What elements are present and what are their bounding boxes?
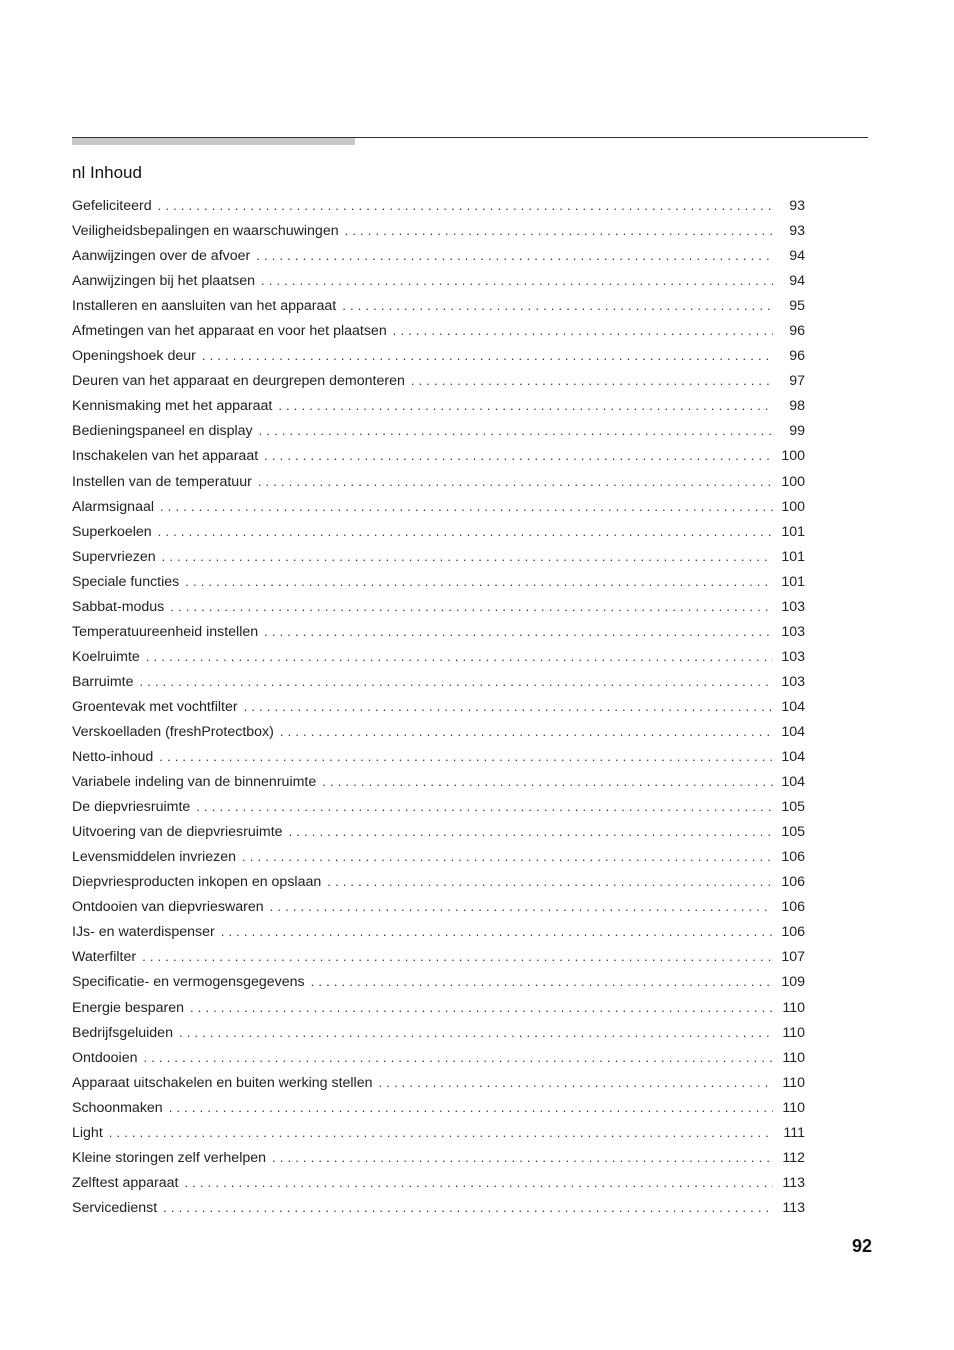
toc-entry-page: 110 — [782, 1099, 805, 1116]
toc-entry[interactable] — [72, 1120, 805, 1145]
toc-entry-title: Ontdooien van diepvrieswaren — [72, 899, 264, 916]
toc-dot-leader — [270, 894, 773, 919]
toc-dot-leader — [327, 869, 773, 894]
toc-entry-title: De diepvriesruimte — [72, 799, 191, 816]
toc-entry[interactable] — [72, 494, 805, 519]
header-accent-bar — [72, 138, 355, 145]
toc-entry-page: 98 — [789, 398, 805, 415]
toc-entry-page: 104 — [781, 774, 805, 791]
toc-dot-leader — [159, 744, 773, 769]
toc-dot-leader — [261, 268, 773, 293]
toc-entry[interactable] — [72, 744, 805, 769]
toc-entry[interactable] — [72, 1195, 805, 1220]
toc-entry-page: 100 — [781, 473, 805, 490]
toc-entry[interactable] — [72, 594, 805, 619]
toc-dot-leader — [278, 393, 773, 418]
toc-entry-page: 110 — [782, 1049, 805, 1066]
toc-dot-leader — [162, 544, 773, 569]
toc-entry-page: 95 — [789, 298, 805, 315]
toc-entry-title: Aanwijzingen bij het plaatsen — [72, 273, 255, 290]
toc-dot-leader — [264, 443, 773, 468]
toc-entry[interactable] — [72, 619, 805, 644]
toc-entry-page: 109 — [781, 974, 805, 991]
toc-dot-leader — [264, 619, 773, 644]
toc-dot-leader — [109, 1120, 773, 1145]
toc-entry[interactable] — [72, 544, 805, 569]
toc-entry-page: 110 — [782, 999, 805, 1016]
toc-dot-leader — [146, 644, 773, 669]
toc-entry[interactable] — [72, 1070, 805, 1095]
toc-entry[interactable] — [72, 894, 805, 919]
toc-entry-page: 93 — [789, 198, 805, 214]
toc-entry-title: Openingshoek deur — [72, 348, 196, 365]
toc-entry[interactable] — [72, 193, 805, 218]
toc-dot-leader — [342, 293, 773, 318]
toc-entry[interactable] — [72, 418, 805, 443]
toc-entry-page: 104 — [781, 749, 805, 766]
toc-entry-page: 103 — [781, 598, 805, 615]
toc-entry-title: Koelruimte — [72, 648, 140, 665]
toc-dot-leader — [280, 719, 773, 744]
toc-entry[interactable] — [72, 694, 805, 719]
toc-dot-leader — [179, 1020, 773, 1045]
toc-dot-leader — [142, 944, 773, 969]
toc-dot-leader — [221, 919, 773, 944]
page-number: 92 — [851, 1236, 872, 1256]
toc-dot-leader — [256, 243, 773, 268]
toc-entry[interactable] — [72, 869, 805, 894]
toc-entry[interactable] — [72, 218, 805, 243]
toc-entry[interactable] — [72, 819, 805, 844]
toc-entry-title: Superkoelen — [72, 523, 152, 540]
toc-entry-page: 106 — [781, 924, 805, 941]
toc-dot-leader — [311, 969, 773, 994]
toc-entry-title: Aanwijzingen over de afvoer — [72, 248, 251, 265]
toc-entry[interactable] — [72, 995, 805, 1020]
toc-entry-page: 100 — [781, 448, 805, 465]
toc-entry[interactable] — [72, 719, 805, 744]
toc-entry-title: Energie besparen — [72, 999, 185, 1016]
page-title: nl Inhoud — [72, 163, 142, 183]
toc-dot-leader — [143, 1045, 773, 1070]
toc-dot-leader — [158, 519, 773, 544]
toc-dot-leader — [163, 1195, 773, 1220]
toc-entry-page: 106 — [781, 899, 805, 916]
toc-entry-page: 101 — [781, 523, 805, 540]
table-of-contents — [72, 193, 805, 1220]
toc-dot-leader — [160, 494, 773, 519]
toc-entry-page: 103 — [781, 648, 805, 665]
toc-entry-title: Speciale functies — [72, 573, 180, 590]
toc-entry-title: Kleine storingen zelf verhelpen — [72, 1149, 267, 1166]
toc-entry-page: 105 — [781, 824, 805, 841]
toc-entry-page: 106 — [781, 849, 805, 866]
toc-entry-title: Waterfilter — [72, 949, 137, 966]
toc-entry[interactable] — [72, 644, 805, 669]
toc-entry-page: 101 — [781, 573, 805, 590]
toc-entry-title: Variabele indeling van de binnenruimte — [72, 774, 317, 791]
toc-entry-page: 104 — [781, 698, 805, 715]
toc-entry-title: Inschakelen van het apparaat — [72, 448, 259, 465]
toc-entry[interactable] — [72, 293, 805, 318]
toc-entry[interactable] — [72, 769, 805, 794]
toc-entry-title: Light — [72, 1124, 103, 1141]
toc-entry-title: Specificatie- en vermogensgegevens — [72, 974, 305, 991]
toc-dot-leader — [322, 769, 773, 794]
toc-entry-title: Instellen van de temperatuur — [72, 473, 252, 490]
toc-entry[interactable] — [72, 443, 805, 468]
toc-dot-leader — [345, 218, 773, 243]
toc-entry-page: 103 — [781, 673, 805, 690]
toc-entry-title: Kennismaking met het apparaat — [72, 398, 273, 415]
toc-entry[interactable] — [72, 343, 805, 368]
toc-entry-title: Levensmiddelen invriezen — [72, 849, 237, 866]
toc-entry-page: 110 — [782, 1074, 805, 1091]
toc-entry-page: 101 — [781, 548, 805, 565]
toc-dot-leader — [158, 193, 773, 218]
toc-entry-page: 99 — [789, 423, 805, 440]
toc-entry-page: 110 — [782, 1024, 805, 1041]
toc-entry-title: Temperatuureenheid instellen — [72, 623, 259, 640]
toc-dot-leader — [259, 418, 773, 443]
toc-entry-title: Zelftest apparaat — [72, 1174, 179, 1191]
toc-entry-title: Veiligheidsbepalingen en waarschuwingen — [72, 223, 339, 240]
toc-entry-title: Supervriezen — [72, 548, 156, 565]
toc-entry-title: Groentevak met vochtfilter — [72, 698, 238, 715]
toc-entry-title: Servicedienst — [72, 1199, 158, 1216]
toc-dot-leader — [411, 368, 773, 393]
toc-entry-title: Netto-inhoud — [72, 749, 154, 766]
toc-entry-page: 96 — [789, 348, 805, 365]
toc-dot-leader — [184, 1170, 773, 1195]
toc-entry-title: Schoonmaken — [72, 1099, 163, 1116]
toc-entry[interactable] — [72, 844, 805, 869]
toc-entry-title: Afmetingen van het apparaat en voor het plaatsen — [72, 323, 387, 340]
toc-entry[interactable] — [72, 944, 805, 969]
toc-entry-page: 103 — [781, 623, 805, 640]
toc-dot-leader — [289, 819, 773, 844]
toc-entry-title: Bedieningspaneel en display — [72, 423, 253, 440]
toc-entry[interactable] — [72, 469, 805, 494]
toc-entry[interactable] — [72, 669, 805, 694]
toc-dot-leader — [242, 844, 773, 869]
toc-entry[interactable] — [72, 1170, 805, 1195]
toc-entry-page: 112 — [782, 1149, 805, 1166]
toc-entry[interactable] — [72, 393, 805, 418]
toc-entry-page: 94 — [789, 248, 805, 265]
toc-entry[interactable] — [72, 794, 805, 819]
toc-entry-page: 94 — [789, 273, 805, 290]
toc-dot-leader — [244, 694, 773, 719]
toc-entry-title: Barruimte — [72, 673, 134, 690]
toc-entry-title: Verskoelladen (freshProtectbox) — [72, 723, 274, 740]
toc-dot-leader — [196, 794, 773, 819]
toc-entry[interactable] — [72, 1095, 805, 1120]
toc-entry-title: Bedrijfsgeluiden — [72, 1024, 173, 1041]
toc-entry-title: Apparaat uitschakelen en buiten werking stellen — [72, 1074, 373, 1091]
toc-entry-page: 106 — [781, 874, 805, 891]
toc-entry[interactable] — [72, 318, 805, 343]
toc-dot-leader — [169, 1095, 773, 1120]
toc-entry-title: Installeren en aansluiten van het apparaat — [72, 298, 337, 315]
toc-entry-page: 111 — [783, 1124, 805, 1141]
toc-dot-leader — [379, 1070, 774, 1095]
toc-entry[interactable] — [72, 1145, 805, 1170]
toc-dot-leader — [202, 343, 773, 368]
toc-dot-leader — [185, 569, 773, 594]
toc-dot-leader — [258, 469, 773, 494]
toc-entry[interactable] — [72, 268, 805, 293]
toc-entry-title: Sabbat-modus — [72, 598, 165, 615]
toc-entry-page: 105 — [781, 799, 805, 816]
toc-entry[interactable] — [72, 1020, 805, 1045]
toc-entry-title: IJs- en waterdispenser — [72, 924, 215, 941]
toc-entry-page: 113 — [782, 1174, 805, 1191]
toc-entry[interactable] — [72, 368, 805, 393]
toc-entry-page: 113 — [782, 1199, 805, 1216]
toc-entry-page: 104 — [781, 723, 805, 740]
toc-dot-leader — [190, 995, 773, 1020]
toc-entry-title: Gefeliciteerd — [72, 198, 152, 214]
toc-entry-title: Uitvoering van de diepvriesruimte — [72, 824, 283, 841]
toc-entry[interactable] — [72, 919, 805, 944]
toc-entry[interactable] — [72, 569, 805, 594]
toc-dot-leader — [393, 318, 773, 343]
toc-dot-leader — [140, 669, 774, 694]
toc-entry-title: Ontdooien — [72, 1049, 138, 1066]
toc-dot-leader — [272, 1145, 773, 1170]
toc-dot-leader — [170, 594, 773, 619]
toc-entry-title: Alarmsignaal — [72, 498, 155, 515]
toc-entry[interactable] — [72, 969, 805, 994]
toc-entry-page: 97 — [789, 373, 805, 390]
toc-entry-title: Deuren van het apparaat en deurgrepen demonteren — [72, 373, 405, 390]
toc-entry[interactable] — [72, 519, 805, 544]
toc-entry[interactable] — [72, 1045, 805, 1070]
toc-entry-page: 96 — [789, 323, 805, 340]
toc-entry[interactable] — [72, 243, 805, 268]
toc-entry-title: Diepvriesproducten inkopen en opslaan — [72, 874, 322, 891]
toc-entry-page: 93 — [789, 223, 805, 240]
toc-entry-page: 100 — [781, 498, 805, 515]
toc-entry-page: 107 — [781, 949, 805, 966]
